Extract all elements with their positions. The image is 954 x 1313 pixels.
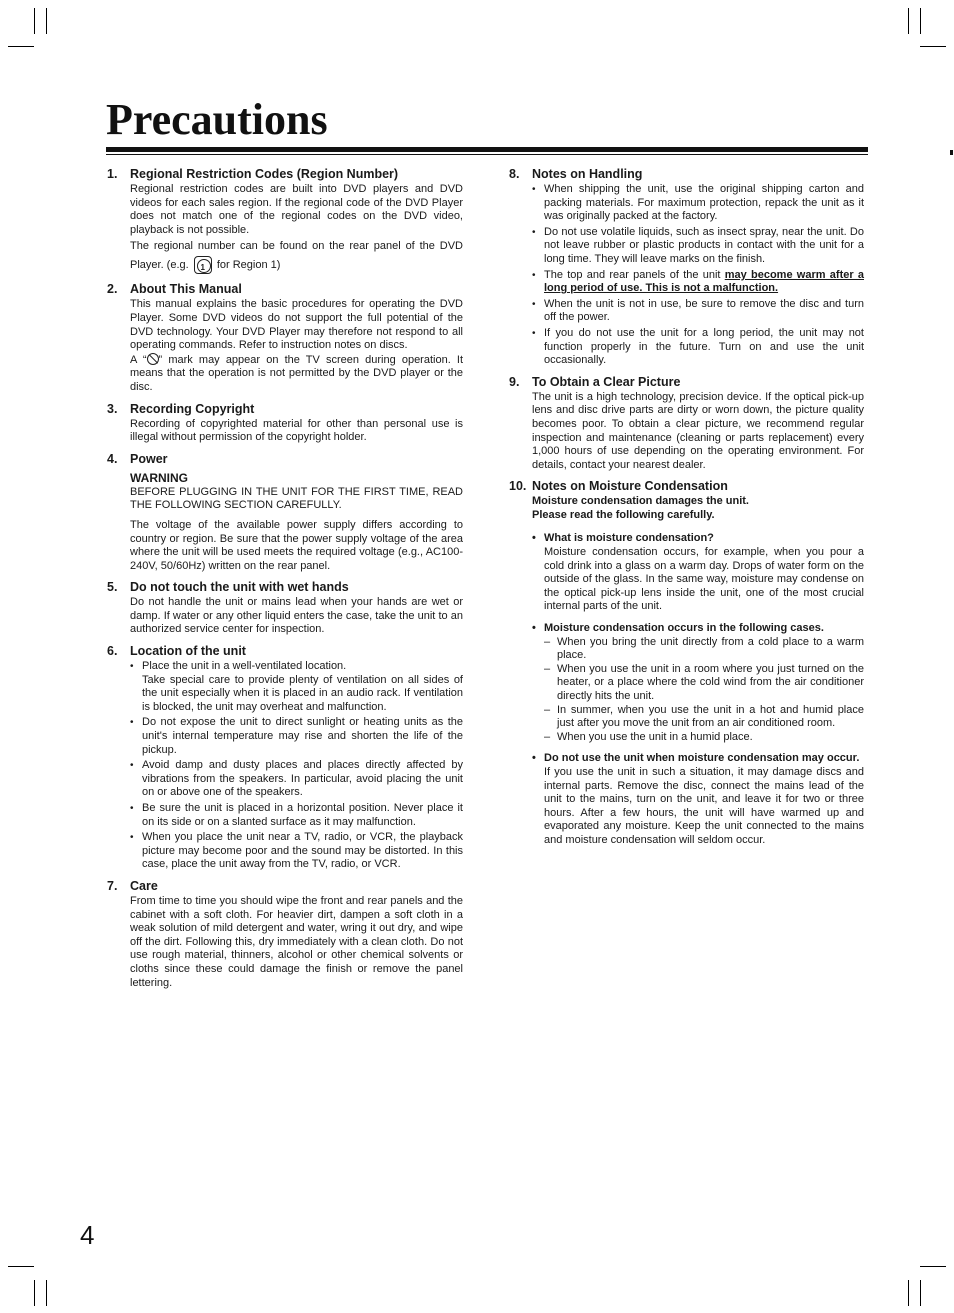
crop-mark	[920, 8, 921, 34]
section-title: About This Manual	[130, 282, 242, 297]
section-title: Care	[130, 878, 158, 893]
list-item: – When you bring the unit directly from a cold place to a warm place.	[544, 636, 864, 663]
section-number: 1.	[107, 167, 118, 181]
section-title: To Obtain a Clear Picture	[532, 374, 681, 389]
bullet-title: • Do not use the unit when moisture condensation may occur.	[544, 752, 860, 765]
crop-mark	[8, 46, 34, 47]
paragraph: Do not handle the unit or mains lead when your hands are wet or damp. If water or any other liquid enters the case, take the unit to an authorized service center for inspection.	[130, 596, 463, 636]
paragraph	[130, 237, 463, 275]
warning-text: BEFORE PLUGGING IN THE UNIT FOR THE FIRST TIME, READ THE FOLLOWING SECTION CAREFULLY.	[130, 485, 463, 512]
crop-mark	[46, 8, 47, 34]
list-item: • If you do not use the unit for a long period, the unit may not function properly in the future. Turn on and use the unit occasionally.	[532, 327, 864, 368]
underlined-text: may become warm after a long period of use. This is not a malfunction.	[544, 268, 864, 295]
list-item: • Do not expose the unit to direct sunlight or heating units as the unit's internal temperature may rise and shorten the life of the pickup.	[130, 716, 463, 757]
section-number: 6.	[107, 644, 118, 659]
crop-mark	[920, 46, 946, 47]
section-title: Notes on Handling	[532, 167, 643, 181]
right-column	[509, 166, 864, 856]
list-item: • When shipping the unit, use the original shipping carton and packing materials. For maximum protection, repack the unit as it was originally packed at the factory.	[532, 183, 864, 224]
list-item: • Avoid damp and dusty places and places directly affected by vibrations from the speakers. In particular, avoid placing the unit on or above one of the speakers.	[130, 759, 463, 800]
section-recording-copyright	[107, 401, 463, 445]
crop-mark	[920, 1280, 921, 1306]
bullet-title: • Moisture condensation occurs in the following cases.	[544, 622, 824, 635]
paragraph: Recording of copyrighted material for other than personal use is illegal without permission of the copyright holder.	[130, 417, 463, 444]
crop-mark	[34, 1280, 35, 1306]
section-number: 3.	[107, 401, 118, 416]
list-item: – When you use the unit in a humid place.	[544, 731, 864, 745]
title-rule	[106, 147, 868, 152]
paragraph: This manual explains the basic procedures for operating the DVD Player. Some DVD videos do not support the full potential of the DVD technology. Your DVD Player may therefore not respond to all operating commands. Refer to instruction notes on discs.	[130, 298, 463, 352]
list-item: • Do not use volatile liquids, such as insect spray, near the unit. Do not leave rubber or plastic products in contact with the unit for a long time. They will leave marks on the finish.	[532, 226, 864, 267]
section-title: Notes on Moisture Condensation	[532, 479, 728, 494]
paragraph	[130, 353, 463, 395]
list-item: – In summer, when you use the unit in a hot and humid place just after you move the unit from an air conditioned room.	[544, 704, 864, 731]
list-item: • When you place the unit near a TV, radio, or VCR, the playback picture may become poor and the sound may be distorted. In this case, place the unit away from the TV, radio, or VCR.	[130, 831, 463, 872]
left-column	[107, 166, 463, 996]
list-item: – When you use the unit in a room where you just turned on the heater, or a place where the cold wind from the air conditioner directly hits the unit.	[544, 663, 864, 704]
section-title: Regional Restriction Codes (Region Number)	[130, 167, 399, 181]
section-location	[107, 643, 463, 872]
crop-mark	[34, 8, 35, 34]
paragraph: The voltage of the available power supply differs according to country or region. Be sure that the power supply voltage of the area where the unit will be used meets the required voltage (e.g., AC100-240V, 50/60Hz) written on the rear panel.	[130, 518, 463, 572]
region-1-icon: 1	[194, 256, 212, 274]
list-item-text: Take special care to provide plenty of ventilation on all sides of the unit especially when it is placed in an audio rack. If ventilation is blocked, the unit may overheat and malfunction.	[142, 673, 463, 713]
page-number: 4	[80, 1220, 95, 1250]
section-handling	[509, 166, 864, 368]
list-item-text: The top and rear panels of the unit	[544, 268, 721, 281]
bullet-list	[130, 660, 463, 872]
paragraph-text: The regional number can be found on the rear panel of the DVD Player. (e.g.	[130, 240, 463, 272]
paragraph: Regional restriction codes are built into DVD players and DVD videos for each sales region. If the regional code of the DVD Player does not match one of the regional codes on the DVD video, playback is not possible.	[130, 183, 463, 236]
list-item-text: Place the unit in a well-ventilated location.	[142, 660, 347, 673]
section-care	[107, 878, 463, 990]
bold-line: Please read the following carefully.	[532, 508, 715, 521]
page-title: Precautions	[106, 95, 328, 144]
bullet-text: Moisture condensation occurs, for example, when you pour a cold drink into a glass on a warm day. Drops of water form on the outside of the glass. In the same way, moisture may condense on the optical pick-up lens inside the unit, one of the most crucial internal parts of the unit.	[544, 546, 864, 613]
bullet-list	[532, 183, 864, 368]
section-title: Do not touch the unit with wet hands	[130, 580, 349, 595]
section-regional-codes	[107, 166, 463, 275]
paragraph-text: ” mark may appear on the TV screen during operation. It means that the operation is not permitted by the DVD player or the disc.	[130, 353, 464, 393]
paragraph: The unit is a high technology, precision device. If the optical pick-up lens and disc drive parts are dirty or worn down, the picture quality becomes poor. To obtain a clear picture, we recommend regular inspection and maintenance (cleaning or parts replacement) every 1,000 hours of use depending on the operating environment. For details, contact your nearest dealer.	[532, 390, 864, 471]
section-power	[107, 451, 463, 574]
list-item	[532, 752, 864, 847]
bullet-title: • What is moisture condensation?	[544, 532, 714, 545]
section-wet-hands	[107, 579, 463, 637]
section-number: 5.	[107, 580, 118, 595]
prohibited-icon	[147, 353, 159, 365]
list-item	[130, 660, 463, 714]
crop-mark	[8, 1266, 34, 1267]
edge-tick	[950, 150, 953, 155]
list-item	[532, 622, 864, 744]
list-item: • When the unit is not in use, be sure to remove the disc and turn off the power.	[532, 298, 864, 325]
section-title: Power	[130, 451, 168, 466]
section-number: 7.	[107, 878, 118, 893]
crop-mark	[908, 8, 909, 34]
paragraph: From time to time you should wipe the front and rear panels and the cabinet with a soft cloth. For heavier dirt, dampen a soft cloth in a weak solution of mild detergent and water, wring it out dry, and wipe off the dirt. Following this, dry immediately with a clean cloth. Do not use rough material, thinners, alcohol or other chemical solvents or cloths since these could damage the finish or remove the panel lettering.	[130, 894, 463, 989]
section-number: 2.	[107, 282, 118, 297]
list-item: • Be sure the unit is placed in a horizontal position. Never place it on its side or on a slanted surface as it may malfunction.	[130, 802, 463, 829]
title-rule-thin	[106, 154, 868, 155]
section-number: 10.	[509, 479, 527, 494]
section-moisture	[509, 478, 864, 847]
bullet-text: If you use the unit in such a situation, it may damage discs and internal parts. Remove the disc, connect the mains lead of the unit to the mains, turn on the unit, and leave it for two or three hours. After a few hours, the unit will have warmed up and evaporated any moisture. Keep the unit connected to the mains and moisture condensation will seldom occur.	[544, 765, 864, 846]
paragraph-text: A “	[130, 353, 147, 366]
section-number: 4.	[107, 451, 118, 466]
section-clear-picture	[509, 374, 864, 473]
section-title: Location of the unit	[130, 644, 246, 659]
paragraph-text: for Region 1)	[216, 259, 281, 272]
bullet-list	[532, 532, 864, 847]
dash-list	[544, 636, 864, 745]
list-item	[532, 269, 864, 296]
section-number: 9.	[509, 374, 520, 389]
warning-heading: WARNING	[130, 470, 188, 485]
crop-mark	[908, 1280, 909, 1306]
section-number: 8.	[509, 167, 520, 181]
bold-line: Moisture condensation damages the unit.	[532, 495, 749, 508]
section-title: Recording Copyright	[130, 401, 255, 416]
section-about-manual	[107, 281, 463, 394]
crop-mark	[46, 1280, 47, 1306]
crop-mark	[920, 1266, 946, 1267]
list-item	[532, 532, 864, 614]
